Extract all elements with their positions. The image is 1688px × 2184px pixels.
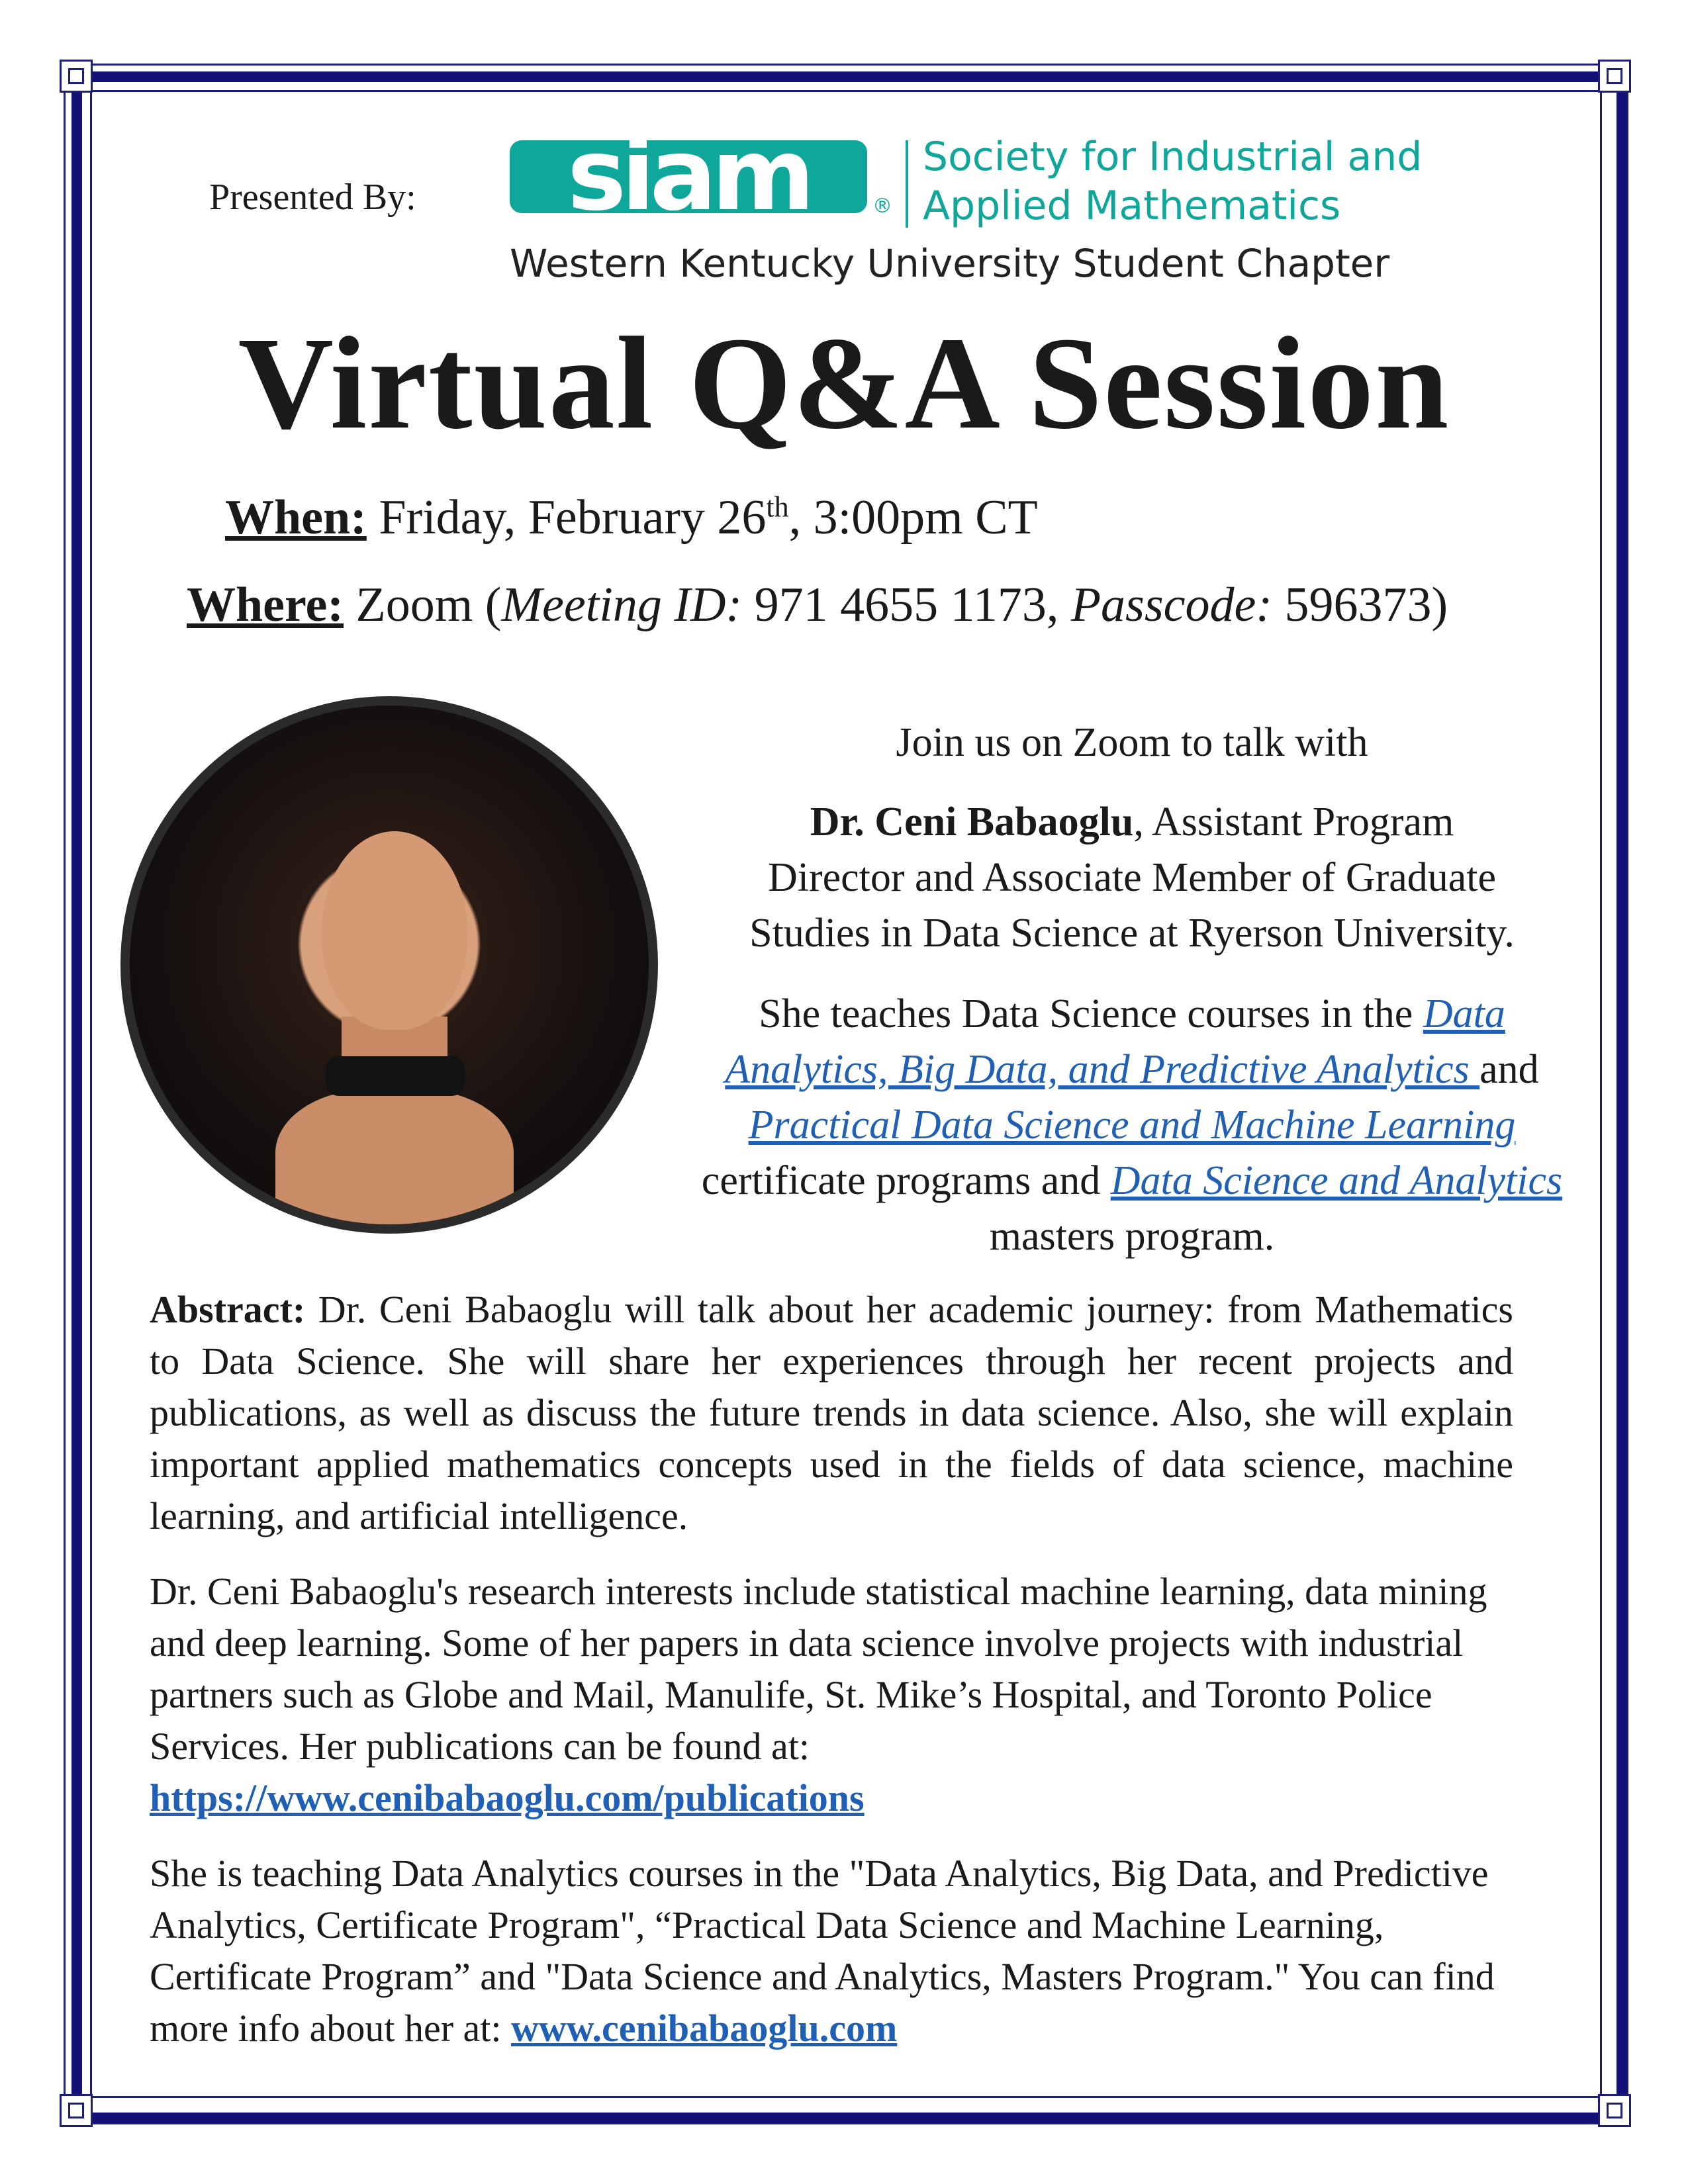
corner-ornament-top-right	[1598, 60, 1631, 93]
meeting-id-label: Meeting ID:	[501, 578, 743, 632]
org-name-line2: Applied Mathematics	[923, 183, 1341, 229]
teach-mid: certificate programs and	[701, 1158, 1111, 1203]
org-name-line1: Society for Industrial and	[923, 134, 1423, 180]
link-big-data-program[interactable]: Data Analytics, Big Data, and Predictive Analytics	[725, 991, 1505, 1092]
speaker-name: Dr. Ceni Babaoglu	[810, 799, 1134, 844]
teach-end: masters program.	[989, 1214, 1275, 1259]
corner-ornament-top-left	[60, 60, 93, 93]
abstract-text: Dr. Ceni Babaoglu will talk about her academic journey: from Mathematics to Data Science. She will share her experiences through her recent projects and publications, as well as discuss the future trends in data science. Also, she will explain important applied mathematics concepts used in the fields of data science, machine learning, and artificial intelligence.	[150, 1288, 1513, 1537]
link-machine-learning-program[interactable]: Practical Data Science and Machine Learning	[748, 1103, 1516, 1148]
join-text: Join us on Zoom to talk with	[896, 720, 1368, 765]
meeting-id: 971 4655 1173,	[742, 578, 1071, 632]
photo-shape-chest	[275, 1089, 514, 1234]
chapter-name: Western Kentucky University Student Chapter	[510, 241, 1390, 286]
teach-and: and	[1479, 1047, 1539, 1092]
when-time: , 3:00pm CT	[788, 490, 1038, 545]
speaker-photo	[120, 696, 658, 1234]
when-line	[225, 490, 1038, 546]
photo-shape-face	[322, 831, 467, 1030]
teach-prefix: She teaches Data Science courses in the	[759, 991, 1423, 1036]
where-label: Where:	[187, 578, 344, 632]
event-title: Virtual Q&A Session	[238, 310, 1450, 457]
abstract-paragraph	[150, 1284, 1513, 1542]
link-data-science-masters[interactable]: Data Science and Analytics	[1110, 1158, 1563, 1203]
passcode-label: Passcode:	[1070, 578, 1272, 632]
when-suffix: th	[766, 490, 789, 523]
speaker-role-3: Studies in Data Science at Ryerson University.	[749, 911, 1515, 956]
speaker-bio-line1	[682, 794, 1582, 850]
research-paragraph	[150, 1566, 1513, 1824]
corner-ornament-bottom-left	[60, 2094, 93, 2127]
corner-ornament-bottom-right	[1598, 2094, 1631, 2127]
speaker-role-1: , Assistant Program	[1133, 799, 1454, 844]
speaker-role-2: Director and Associate Member of Graduate	[767, 855, 1497, 900]
research-text: Dr. Ceni Babaoglu's research interests include statistical machine learning, data mining and deep learning. Some of her papers in data science involve projects with industrial partners such as Globe and Mail, Manulife, St. Mike’s Hospital, and Toronto Police Services. Her publications can be found at:	[150, 1570, 1487, 1768]
when-day: Friday, February 26	[379, 490, 767, 545]
more-text: She is teaching Data Analytics courses in the "Data Analytics, Big Data, and Predictive Analytics, Certificate Program", “Practical Data Science and Machine Learning, Certificate Program” and "Data Science and Analytics, Masters Program." You can find more info about her at:	[150, 1852, 1495, 2050]
when-label: When:	[225, 490, 367, 545]
siam-logo-text: siam	[567, 118, 810, 233]
where-line	[187, 577, 1448, 633]
siam-logo	[510, 118, 892, 233]
where-venue: Zoom (	[355, 578, 502, 632]
photo-shape-choker	[326, 1056, 465, 1096]
more-info-paragraph	[150, 1848, 1513, 2054]
presented-by-label: Presented By:	[209, 177, 416, 218]
website-link[interactable]: www.cenibabaoglu.com	[511, 2007, 898, 2050]
teaching-text	[682, 986, 1582, 1264]
org-name	[923, 132, 1422, 230]
speaker-bio	[682, 794, 1582, 961]
passcode: 596373)	[1272, 578, 1448, 632]
logo-divider	[906, 140, 908, 228]
publications-link[interactable]: https://www.cenibabaoglu.com/publications	[150, 1776, 865, 1819]
abstract-label: Abstract:	[150, 1288, 306, 1331]
registered-mark: ®	[872, 195, 892, 218]
